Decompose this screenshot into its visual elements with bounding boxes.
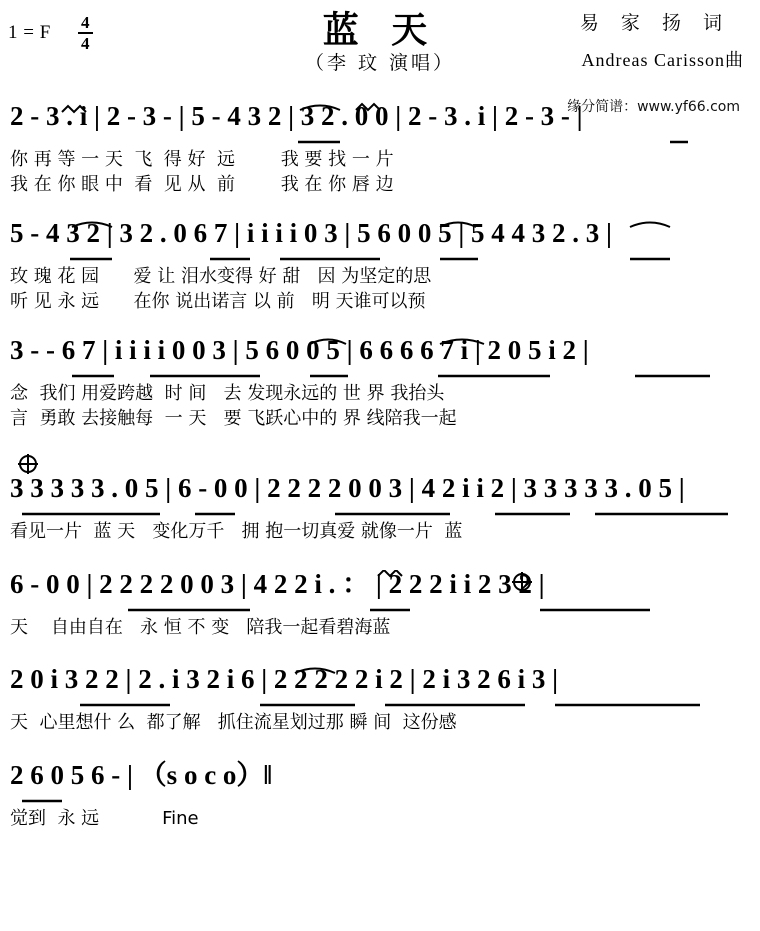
system-2-lyric-line-1: 玫 瑰 花 园 爱 让 泪水变得 好 甜 因 为坚定的思 bbox=[10, 265, 432, 287]
music-system-3 bbox=[10, 336, 750, 431]
music-system-1 bbox=[10, 102, 750, 197]
system-2-lyric-line-2: 听 见 永 远 在你 说出诺言 以 前 明 天谁可以预 bbox=[10, 291, 426, 313]
system-4-notes: 3 3 3 3 3 . 0 5 | 6 - 0 0 | 2 2 2 2 0 0 3 | 4 2 i i 2 | 3 3 3 3 3 . 0 5 | bbox=[10, 473, 685, 504]
key-signature: 1 = F bbox=[8, 22, 51, 43]
system-4-lyric-line-1: 看见一片 蓝 天 变化万千 拥 抱一切真爱 就像一片 蓝 bbox=[10, 521, 463, 543]
system-1-lyric-line-2: 我 在 你 眼 中 看 见 从 前 我 在 你 唇 边 bbox=[10, 174, 394, 196]
system-7-lyric-line-1: 觉到 永 远 Fine bbox=[10, 807, 199, 829]
system-3-lyric-line-1: 念 我们 用爱跨越 时 间 去 发现永远的 世 界 我抬头 bbox=[10, 382, 445, 404]
system-7-notes: 2 6 0 5 6 - | （s o c o）‖ bbox=[10, 759, 273, 790]
system-3-notes: 3 - - 6 7 | i i i i 0 0 3 | 5 6 0 0 5 | 6 6 6 6 7 i | 2 0 5 i 2 | bbox=[10, 334, 589, 365]
score-header bbox=[0, 0, 760, 92]
system-2-notes: 5 - 4 3 2 | 3 2 . 0 6 7 | i i i i 0 3 | 5 6 0 0 5 | 5 4 4 3 2 . 3 | bbox=[10, 217, 612, 248]
composer-credit: Andreas Carisson曲 bbox=[581, 50, 744, 70]
time-signature-numerator: 4 bbox=[78, 14, 93, 34]
system-5-notes: 6 - 0 0 | 2 2 2 2 0 0 3 | 4 2 2 i . ： | 2 2 2 i i 2 3 2 | bbox=[10, 568, 545, 599]
system-6-lyric-line-1: 天 心里想什 么 都了解 抓住流星划过那 瞬 间 这份感 bbox=[10, 712, 457, 734]
system-6-notes: 2 0 i 3 2 2 | 2 . i 3 2 i 6 | 2 2 2 2 2 i 2 | 2 i 3 2 6 i 3 | bbox=[10, 664, 559, 695]
music-system-5 bbox=[10, 570, 750, 639]
system-1-notes: 2 - 3 . i | 2 - 3 - | 5 - 4 3 2 | 3 2 . 0 0 | 2 - 3 . i | 2 - 3 - | bbox=[10, 101, 583, 131]
music-system-6 bbox=[10, 665, 750, 734]
time-signature-denominator: 4 bbox=[81, 34, 90, 53]
music-system-2 bbox=[10, 219, 750, 314]
lyricist-credit: 易 家 扬 词 bbox=[579, 12, 730, 34]
music-system-7 bbox=[10, 761, 750, 830]
performer-credit: （李 玟 演唱） bbox=[304, 52, 456, 74]
page-title: 蓝 天 bbox=[322, 10, 438, 51]
system-5-lyric-line-1: 天 自由自在 永 恒 不 变 陪我一起看碧海蓝 bbox=[10, 616, 391, 638]
site-watermark: 缘分简谱：www.yf66.com bbox=[567, 99, 740, 115]
music-system-4 bbox=[10, 456, 750, 543]
coda-sign-icon bbox=[14, 454, 54, 474]
system-1-lyric-line-1: 你 再 等 一 天 飞 得 好 远 我 要 找 一 片 bbox=[10, 149, 394, 170]
system-3-lyric-line-2: 言 勇敢 去接触每 一 天 要 飞跃心中的 界 线陪我一起 bbox=[10, 407, 457, 429]
